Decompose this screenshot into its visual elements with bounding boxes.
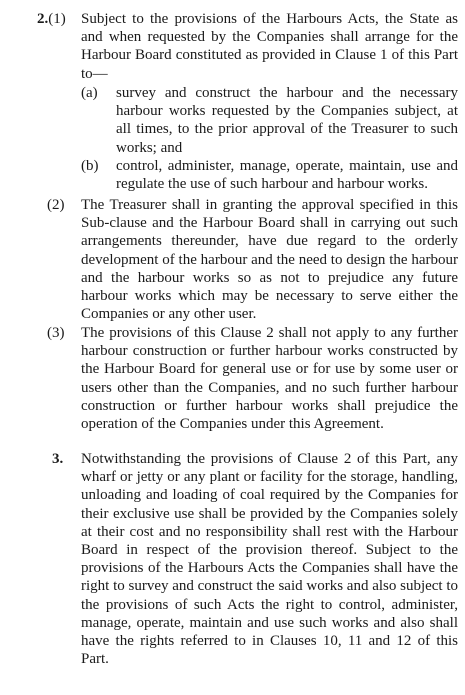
clause-3-number: 3.	[52, 451, 64, 467]
clause-number: 2.	[37, 11, 49, 27]
subclause-label: (1)	[48, 11, 66, 27]
paragraph-a-text: survey and construct the harbour and the necessary harbour works requested by the Companies subject, at all times, to the prior approval of the Treasurer to such works; and	[116, 85, 458, 156]
clause-2-number	[37, 10, 66, 28]
subclause-2-label: (2)	[47, 197, 65, 213]
subclause-3-text: The provisions of this Clause 2 shall not apply to any further harbour construction or further harbour works constructed by the Harbour Board for general use or for use by some user or users other than the Companies, and no such further harbour construction or further harbour works shall prejudice the operation of the Companies under this Agreement.	[81, 325, 458, 433]
clause-3-text: Notwithstanding the provisions of Clause 2 of this Part, any wharf or jetty or any plant or facility for the storage, handling, unloading and loading of coal required by the Companies for their exclusive use shall be provided by the Companies solely at their cost and no responsibility shall rest with the Harbour Board in respect of the provision thereof. Subject to the provisions of the Harbours Acts the Companies shall have the right to survey and construct the said works and also subject to the provisions of such Acts the right to control, administer, manage, operate, maintain and use such works and also shall have the rights referred to in Clauses 10, 11 and 12 of this Part.	[81, 451, 459, 668]
paragraph-b-text: control, administer, manage, operate, maintain, use and regulate the use of such harbour and harbour works.	[116, 158, 458, 193]
paragraph-b-label: (b)	[81, 158, 99, 174]
subclause-1-text: Subject to the provisions of the Harbours Acts, the State as and when requested by the Companies shall arrange for the Harbour Board constituted as provided in Clause 1 of this Part to—	[81, 11, 458, 82]
paragraph-a-label: (a)	[81, 85, 98, 101]
subclause-3-label: (3)	[47, 325, 65, 341]
subclause-2-text: The Treasurer shall in granting the approval specified in this Sub-clause and the Harbour Board shall in carrying out such arrangements thereunder, have due regard to the orderly development of the harbour and the need to design the harbour and the harbour works so as not to prejudice any future harbour works which may be necessary to serve either the Companies or any other user.	[81, 197, 458, 323]
